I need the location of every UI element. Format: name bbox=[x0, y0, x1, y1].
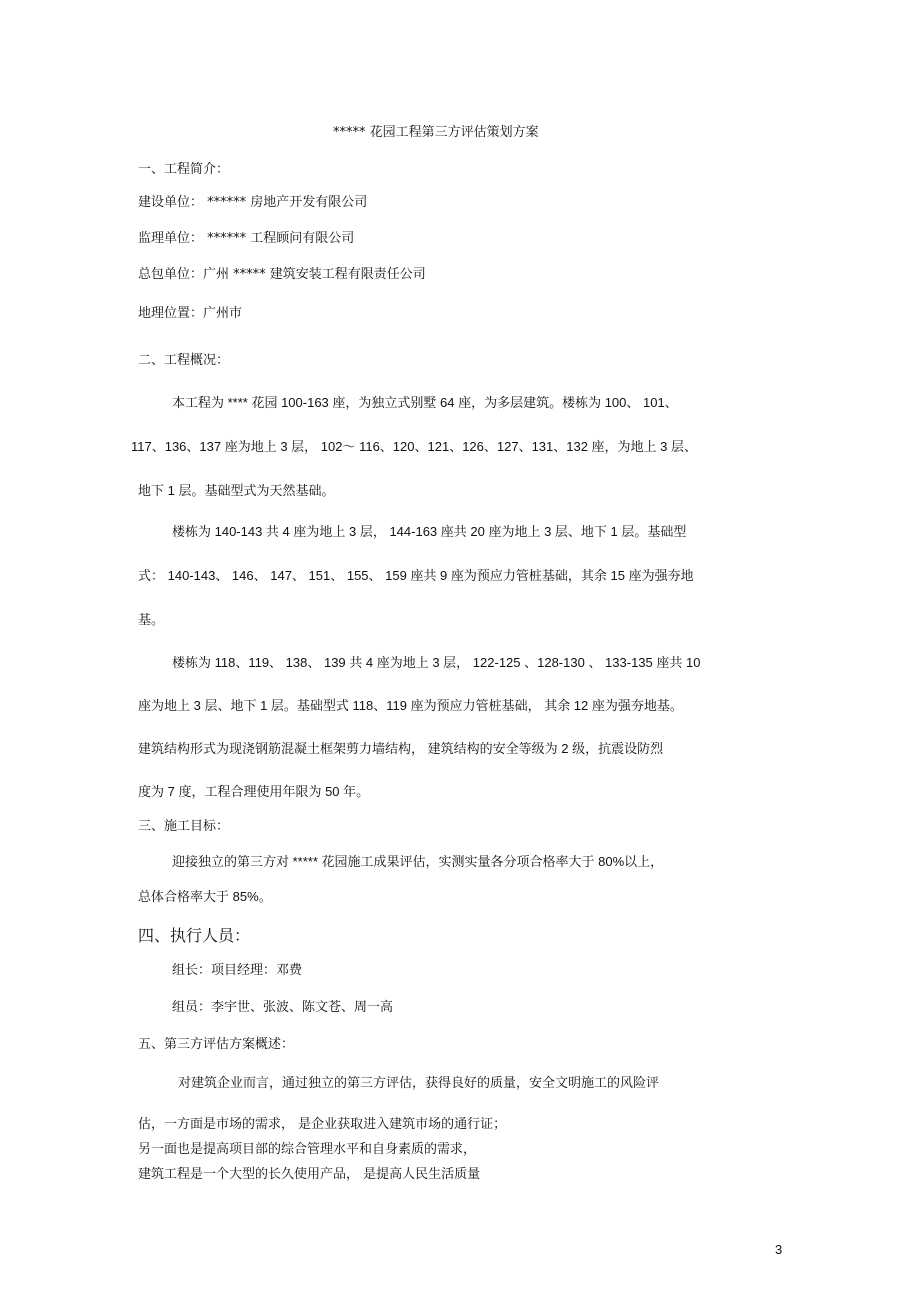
overview-p3-line2: 座为地上 3 层、地下 1 层。基础型式 118、119 座为预应力管桩基础， 其余 12 座为强夯地基。 bbox=[138, 698, 683, 713]
section-5-heading: 五、第三方评估方案概述： bbox=[138, 1037, 295, 1052]
contractor-line: 总包单位：广州 ***** 建筑安装工程有限责任公司 bbox=[138, 267, 426, 282]
overview-p1-line1: 本工程为 **** 花园 100-163 座，为独立式别墅 64 座，为多层建筑。楼栋为 100、 101、 bbox=[172, 395, 678, 410]
section-2-heading: 二、工程概况： bbox=[138, 353, 230, 368]
page-number: 3 bbox=[775, 1242, 783, 1257]
overview-p4-line1: 建筑结构形式为现浇钢筋混凝土框架剪力墙结构， 建筑结构的安全等级为 2 级，抗震设防烈 bbox=[138, 741, 664, 756]
team-members-line: 组员：李宇世、张波、陈文苍、周一高 bbox=[172, 1000, 394, 1015]
section-3-heading: 三、施工目标： bbox=[138, 819, 230, 834]
goal-line1: 迎接独立的第三方对 ***** 花园施工成果评估，实测实量各分项合格率大于 80%以上， bbox=[172, 854, 664, 869]
overview-p4-line2: 度为 7 度，工程合理使用年限为 50 年。 bbox=[138, 784, 370, 799]
overview-p2-line1: 楼栋为 140-143 共 4 座为地上 3 层， 144-163 座共 20 座为地上 3 层、地下 1 层。基础型 bbox=[172, 524, 687, 539]
team-leader-line: 组长：项目经理：邓费 bbox=[172, 963, 303, 978]
overview-p2-line2: 式： 140-143、 146、 147、 151、 155、 159 座共 9 座为预应力管桩基础，其余 15 座为强夯地 bbox=[138, 568, 694, 583]
goal-line2: 总体合格率大于 85%。 bbox=[138, 889, 272, 904]
summary-line1: 对建筑企业而言，通过独立的第三方评估，获得良好的质量，安全文明施工的风险评 bbox=[178, 1076, 660, 1091]
document-title: ***** 花园工程第三方评估策划方案 bbox=[333, 125, 539, 140]
summary-line3: 另一面也是提高项目部的综合管理水平和自身素质的需求， bbox=[138, 1142, 477, 1157]
section-4-heading: 四、执行人员： bbox=[138, 926, 251, 945]
supervisor-line: 监理单位： ****** 工程顾问有限公司 bbox=[138, 231, 355, 246]
summary-line4: 建筑工程是一个大型的长久使用产品， 是提高人民生活质量 bbox=[138, 1167, 481, 1182]
section-1-heading: 一、工程简介： bbox=[138, 162, 230, 177]
location-line: 地理位置：广州市 bbox=[138, 306, 243, 321]
builder-line: 建设单位： ****** 房地产开发有限公司 bbox=[138, 195, 368, 210]
overview-p1-line2: 117、136、137 座为地上 3 层， 102～ 116、120、121、126、127、131、132 座，为地上 3 层、 bbox=[131, 439, 698, 454]
overview-p2-line3: 基。 bbox=[138, 612, 165, 627]
overview-p1-line3: 地下 1 层。基础型式为天然基础。 bbox=[138, 483, 335, 498]
summary-line2: 估，一方面是市场的需求， 是企业获取进入建筑市场的通行证； bbox=[138, 1117, 507, 1132]
overview-p3-line1: 楼栋为 118、119、 138、 139 共 4 座为地上 3 层， 122-125 、128-130 、 133-135 座共 10 bbox=[172, 655, 701, 670]
